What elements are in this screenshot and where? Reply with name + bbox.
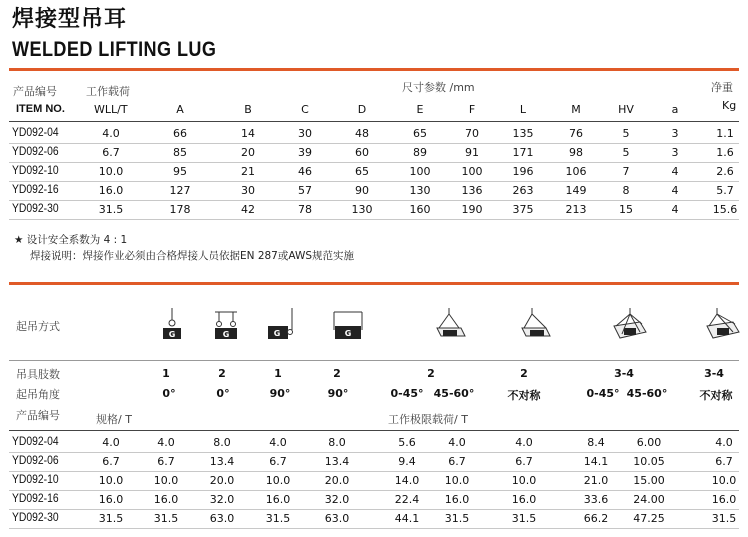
limit-load-value: 31.5 [444,512,470,525]
legs-value: 2 [333,367,341,380]
dim-value: 3 [671,146,679,159]
limit-load-value: 6.7 [515,455,533,468]
limit-load-value: 6.7 [715,455,733,468]
dim-col-b: B [244,103,252,116]
spec-value: 4.0 [102,436,120,449]
dim-value: 39 [298,146,312,159]
hdr-code-cn: 产品编号 [13,85,57,98]
item-code: YD092-04 [12,436,59,448]
legs-value: 1 [274,367,282,380]
dim-value: 7 [622,165,630,178]
weight-value: 2.6 [716,165,734,178]
limit-load-value: 5.6 [398,436,416,449]
dim-value: 91 [465,146,479,159]
limit-load-value: 8.0 [213,436,231,449]
row-divider [9,181,739,182]
legs-value: 3-4 [614,367,634,380]
svg-text:G: G [344,329,352,338]
limit-load-value: 21.0 [583,474,609,487]
dim-col-f: F [468,103,476,116]
dim-value: 76 [569,127,583,140]
row-divider [9,490,739,491]
dim-value: 213 [565,203,587,216]
row-divider [9,509,739,510]
item-code: YD092-06 [12,146,59,158]
hdr-wll-cn: 工作载荷 [86,85,130,98]
spec-label: 规格/ T [96,413,132,426]
dim-value: 70 [465,127,479,140]
limit-load-value: 20.0 [209,474,235,487]
item-code: YD092-06 [12,455,59,467]
weight-value: 5.7 [716,184,734,197]
dim-col-l: L [519,103,527,116]
dim-value: 160 [409,203,431,216]
angle-value: 0° [162,387,176,400]
hdr-wll-en: WLL/T [94,103,128,116]
dim-value: 66 [173,127,187,140]
legs-value: 2 [218,367,226,380]
multi-leg-sling-icon [610,306,650,348]
mid-accent-bar [9,282,739,285]
limit-load-value: 13.4 [324,455,350,468]
limit-load-value: 6.7 [269,455,287,468]
page-title-en: WELDED LIFTING LUG [12,38,217,61]
limit-load-value: 22.4 [394,493,420,506]
dim-value: 5 [622,127,630,140]
dim-col-hv: HV [618,103,634,116]
dim-value: 60 [355,146,369,159]
hdr-code-en: ITEM NO. [16,103,65,115]
dim-value: 135 [512,127,534,140]
dim-value: 21 [241,165,255,178]
limit-load-value: 13.4 [209,455,235,468]
dim-value: 375 [512,203,534,216]
hdr-dims-cn: 尺寸参数 /mm [402,81,475,94]
limit-load-value: 16.0 [511,493,537,506]
row-divider [9,452,739,453]
dim-value: 15 [619,203,633,216]
limit-load-value: 32.0 [209,493,235,506]
code-label-2: 产品编号 [16,409,60,422]
spec-value: 31.5 [98,512,124,525]
row-divider [9,200,739,201]
item-code: YD092-16 [12,493,59,505]
limit-load-value: 63.0 [324,512,350,525]
dim-value: 100 [461,165,483,178]
dim-value: 100 [409,165,431,178]
limit-load-value: 14.1 [583,455,609,468]
limit-load-value: 16.0 [153,493,179,506]
limit-load-value: 31.5 [153,512,179,525]
spec-value: 6.7 [102,455,120,468]
limit-load-value: 63.0 [209,512,235,525]
dim-value: 106 [565,165,587,178]
dim-col-c: C [301,103,309,116]
limit-load-value: 20.0 [324,474,350,487]
item-code: YD092-30 [12,203,59,215]
limit-load-value: 10.0 [711,474,737,487]
angle-value: 45-60° [433,387,475,400]
double-side-lift-icon [331,306,365,346]
dim-value: 5 [622,146,630,159]
icons-divider [9,360,739,361]
dim-value: 90 [355,184,369,197]
welding-note: 焊接说明：焊接作业必须由合格焊接人员依据EN 287或AWS规范实施 [30,250,355,262]
limit-load-value: 6.7 [448,455,466,468]
limit-load-value: 16.0 [444,493,470,506]
dim-value: 3 [671,127,679,140]
two-leg-sling-icon [431,306,467,348]
double-vertical-lift-icon [211,306,241,346]
angle-value: 不对称 [699,389,733,402]
limit-load-value: 24.00 [633,493,665,506]
angle-value: 0-45° [390,387,424,400]
lift-method-label: 起吊方式 [16,320,60,333]
legs-value: 2 [520,367,528,380]
limit-load-value: 32.0 [324,493,350,506]
row-divider [9,219,739,220]
angle-label: 起吊角度 [16,388,60,401]
dim-value: 42 [241,203,255,216]
hdr-weight-en: Kg [722,99,737,112]
limit-load-value: 10.0 [511,474,537,487]
svg-text:G: G [222,330,230,339]
dim-value: 190 [461,203,483,216]
dim-value: 196 [512,165,534,178]
svg-text:G: G [273,329,281,338]
item-code: YD092-16 [12,184,59,196]
angle-value: 90° [327,387,349,400]
dim-value: 4 [671,203,679,216]
limit-load-value: 44.1 [394,512,420,525]
dim-value: 85 [173,146,187,159]
limit-load-value: 4.0 [448,436,466,449]
dim-col-d: D [357,103,367,116]
dim-value: 30 [298,127,312,140]
dim-value: 98 [569,146,583,159]
dim-col-a: A [176,103,184,116]
dim-value: 171 [512,146,534,159]
limit-load-value: 4.0 [515,436,533,449]
dim-value: 57 [298,184,312,197]
dim-value: 89 [413,146,427,159]
angle-value: 不对称 [507,389,541,402]
legs-value: 1 [162,367,170,380]
dim-col-a: a [671,103,679,116]
row-divider [9,528,739,529]
spec-value: 16.0 [98,493,124,506]
dim-value: 78 [298,203,312,216]
item-code: YD092-10 [12,165,59,177]
dim-col-e: E [416,103,424,116]
row-divider [9,143,739,144]
item-code: YD092-30 [12,512,59,524]
wll-value: 16.0 [98,184,124,197]
dim-value: 48 [355,127,369,140]
svg-text:G: G [168,330,176,339]
dim-value: 4 [671,184,679,197]
limit-load-value: 10.0 [265,474,291,487]
dim-value: 127 [169,184,191,197]
limit-load-value: 16.0 [265,493,291,506]
legs-value: 3-4 [704,367,724,380]
wll-value: 6.7 [102,146,120,159]
angle-value: 0-45° [586,387,620,400]
dim-value: 149 [565,184,587,197]
limit-load-label: 工作极限载荷/ T [388,413,468,426]
limit-load-value: 66.2 [583,512,609,525]
dim-value: 8 [622,184,630,197]
limit-load-value: 31.5 [711,512,737,525]
dim-value: 20 [241,146,255,159]
dim-value: 95 [173,165,187,178]
item-code: YD092-10 [12,474,59,486]
limit-load-value: 8.0 [328,436,346,449]
limit-load-value: 8.4 [587,436,605,449]
limit-load-value: 9.4 [398,455,416,468]
angle-value: 90° [269,387,291,400]
single-vertical-lift-icon [159,306,185,346]
angle-value: 45-60° [626,387,668,400]
limit-load-value: 15.00 [633,474,665,487]
limit-load-value: 6.00 [636,436,662,449]
dim-value: 4 [671,165,679,178]
table2-header-divider [9,430,739,431]
weight-value: 15.6 [712,203,738,216]
limit-load-value: 33.6 [583,493,609,506]
spec-value: 10.0 [98,474,124,487]
item-code: YD092-04 [12,127,59,139]
dim-value: 130 [351,203,373,216]
limit-load-value: 16.0 [711,493,737,506]
weight-value: 1.6 [716,146,734,159]
limit-load-value: 4.0 [269,436,287,449]
limit-load-value: 4.0 [715,436,733,449]
limit-load-value: 31.5 [511,512,537,525]
limit-load-value: 6.7 [157,455,175,468]
dim-value: 263 [512,184,534,197]
wll-value: 10.0 [98,165,124,178]
safety-factor-note: ★ 设计安全系数为 4 : 1 [14,234,128,246]
dim-value: 130 [409,184,431,197]
wll-value: 4.0 [102,127,120,140]
page-title-cn: 焊接型吊耳 [12,7,128,32]
weight-value: 1.1 [716,127,734,140]
row-divider [9,162,739,163]
limit-load-value: 14.0 [394,474,420,487]
limit-load-value: 10.0 [153,474,179,487]
limit-load-value: 10.0 [444,474,470,487]
row-divider [9,471,739,472]
legs-label: 吊具肢数 [16,368,60,381]
table1-header-divider [9,121,739,122]
limit-load-value: 31.5 [265,512,291,525]
two-leg-asym-sling-icon [518,306,554,348]
dim-value: 178 [169,203,191,216]
dim-value: 46 [298,165,312,178]
limit-load-value: 4.0 [157,436,175,449]
angle-value: 0° [216,387,230,400]
dim-value: 65 [355,165,369,178]
dim-value: 65 [413,127,427,140]
dim-value: 14 [241,127,255,140]
hdr-weight-cn: 净重 [711,81,733,94]
limit-load-value: 10.05 [633,455,665,468]
legs-value: 2 [427,367,435,380]
limit-load-value: 47.25 [633,512,665,525]
single-side-lift-icon [266,306,296,346]
dim-value: 136 [461,184,483,197]
multi-leg-asym-sling-icon [703,306,743,348]
top-accent-bar [9,68,739,71]
dim-value: 30 [241,184,255,197]
wll-value: 31.5 [98,203,124,216]
dim-col-m: M [571,103,581,116]
